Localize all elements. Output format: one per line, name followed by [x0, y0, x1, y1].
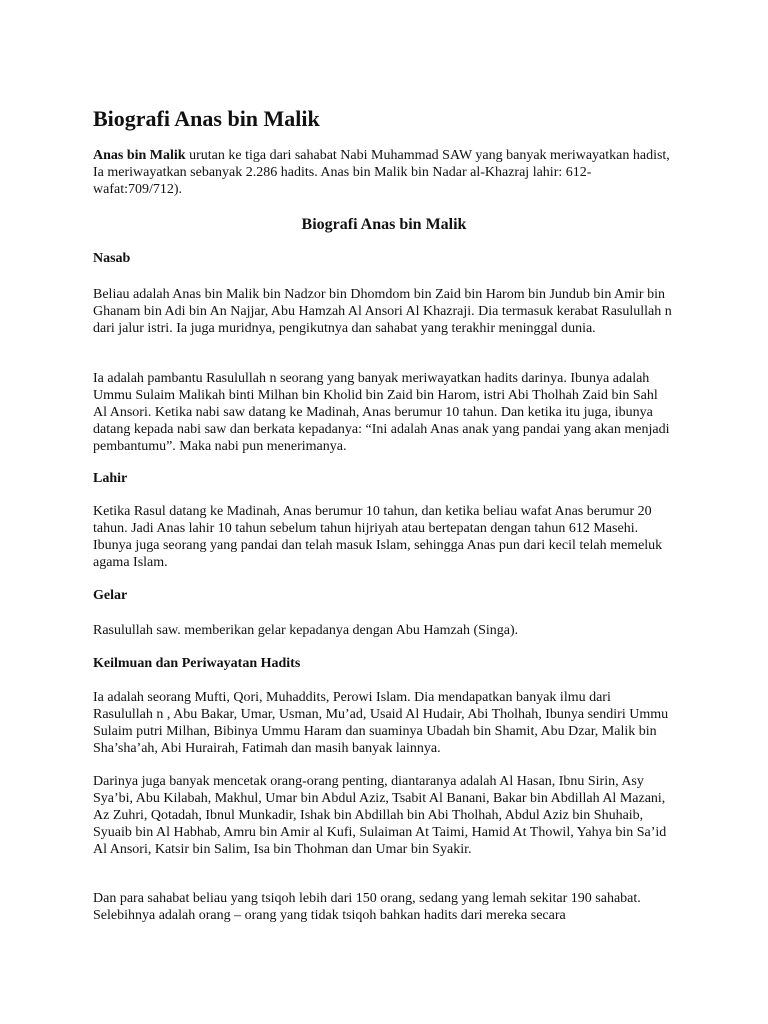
keilmuan-paragraph-3: Dan para sahabat beliau yang tsiqoh lebih dari 150 orang, sedang yang lemah sekitar 190 sahabat. Selebihnya adalah orang – orang yang tidak tsiqoh bahkan hadits dari mereka secara [93, 891, 641, 923]
lahir-paragraph: Ketika Rasul datang ke Madinah, Anas berumur 10 tahun, dan ketika beliau wafat Anas berumur 20 tahun. Jadi Anas lahir 10 tahun sebelum tahun hijriyah atau bertepatan dengan tahun 612 Masehi. Ibunya juga seorang yang pandai dan telah masuk Islam, sehingga Anas pun dari kecil telah memeluk agama Islam. [93, 504, 663, 570]
heading-keilmuan: Keilmuan dan Periwayatan Hadits [93, 656, 301, 671]
document-title: Biografi Anas bin Malik [93, 106, 320, 131]
nasab-paragraph-1: Beliau adalah Anas bin Malik bin Nadzor bin Dhomdom bin Zaid bin Harom bin Jundub bin Amir bin Ghanam bin Adi bin An Najjar, Abu Hamzah Al Ansori Al Khazraji. Dia termasuk kerabat Rasulullah n dari jalur istri. Ia juga muridnya, pengikutnya dan sahabat yang terakhir meninggal dunia. [93, 287, 672, 336]
heading-nasab: Nasab [93, 251, 131, 266]
section-title: Biografi Anas bin Malik [301, 216, 467, 233]
keilmuan-paragraph-1: Ia adalah seorang Mufti, Qori, Muhaddits, Perowi Islam. Dia mendapatkan banyak ilmu dari Rasulullah n , Abu Bakar, Umar, Usman, Mu’ad, Usaid Al Hudair, Abi Tholhah, Ibunya sendiri Ummu Sulaim putri Milhan, Bibinya Ummu Haram dan suaminya Ubadah bin Shamit, Abu Dzar, Malik bin Sha’sha’ah, Abi Hurairah, Fatimah dan masih banyak lainnya. [93, 690, 669, 756]
heading-gelar: Gelar [93, 588, 128, 603]
gelar-paragraph: Rasulullah saw. memberikan gelar kepadanya dengan Abu Hamzah (Singa). [93, 623, 519, 638]
intro-text: urutan ke tiga dari sahabat Nabi Muhammad SAW yang banyak meriwayatkan hadist, Ia meriwayatkan sebanyak 2.286 hadits. Anas bin Malik bin Nadar al-Khazraj lahir: 612-wafat:709/712). [93, 148, 670, 197]
heading-lahir: Lahir [93, 471, 128, 486]
keilmuan-paragraph-2: Darinya juga banyak mencetak orang-orang penting, diantaranya adalah Al Hasan, Ibnu Sirin, Asy Sya’bi, Abu Kilabah, Makhul, Umar bin Abdul Aziz, Tsabit Al Banani, Bakar bin Abdillah Al Mazani, Az Zuhri, Qotadah, Ibnul Munkadir, Ishak bin Abdillah bin Abi Tholhah, Abdul Aziz bin Shuhaib, Syuaib bin Al Habhab, Amru bin Amir al Kufi, Sulaiman At Taimi, Hamid At Thowil, Yahya bin Sa’id Al Ansori, Katsir bin Salim, Isa bin Thohman dan Umar bin Syakir. [93, 774, 667, 857]
nasab-paragraph-2: Ia adalah pambantu Rasulullah n seorang yang banyak meriwayatkan hadits darinya. Ibunya adalah Ummu Sulaim Malikah binti Milhan bin Kholid bin Zaid bin Harom, istri Abi Tholhah Zaid bin Sahl Al Ansori. Ketika nabi saw datang ke Madinah, Anas berumur 10 tahun. Dan ketika itu juga, ibunya datang kepada nabi saw dan berkata kepadanya: “Ini adalah Anas anak yang pandai yang akan menjadi pembantumu”. Maka nabi pun menerimanya. [93, 371, 670, 454]
intro-paragraph [93, 147, 673, 198]
intro-bold-lead: Anas bin Malik [93, 148, 186, 163]
